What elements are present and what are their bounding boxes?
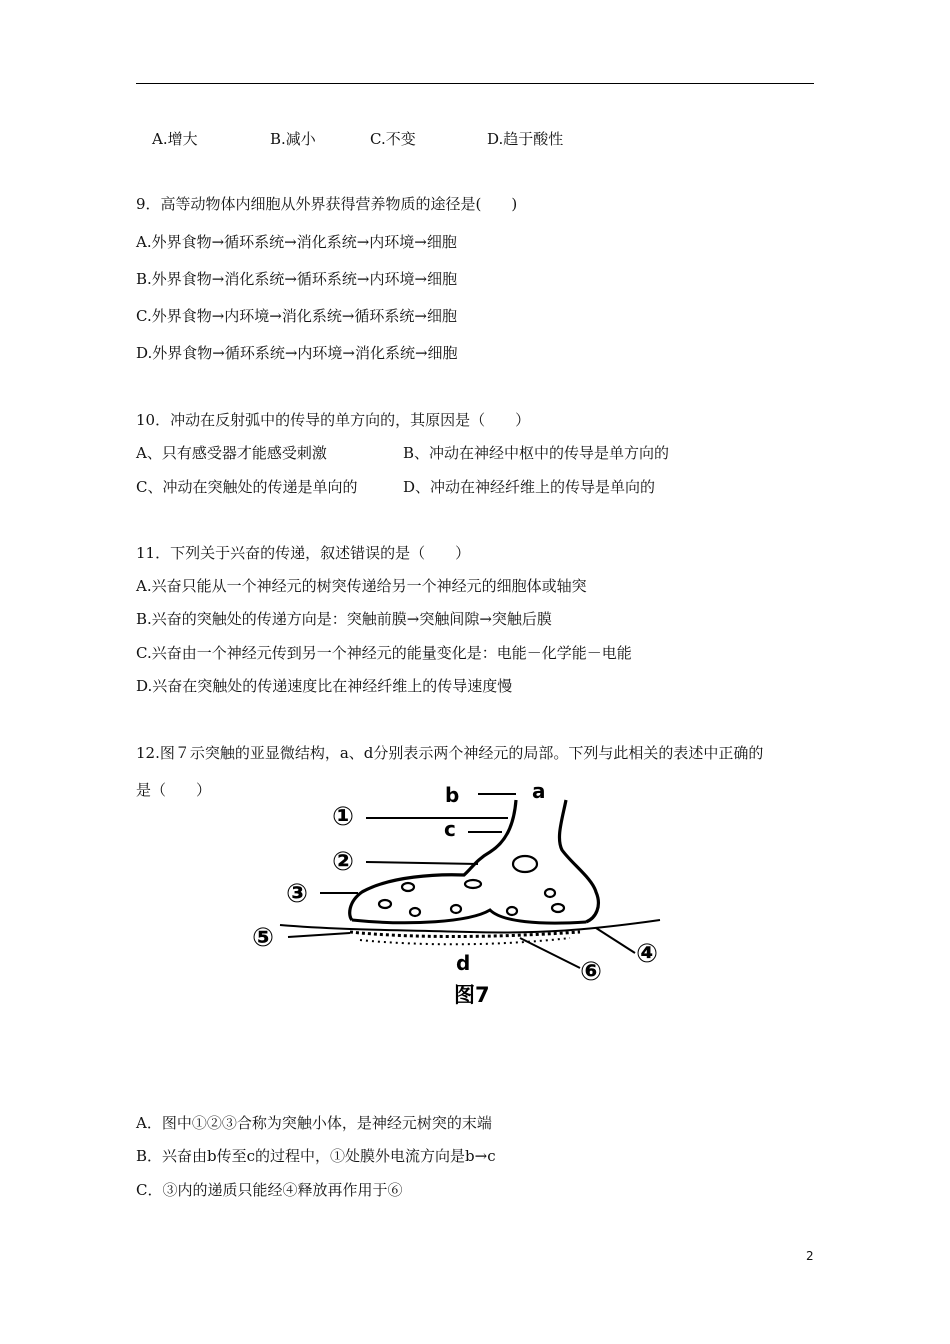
q8-option-a: A.增大 xyxy=(152,130,198,148)
page-number: 2 xyxy=(806,1249,814,1263)
q12-stem-line2: 是（ ） xyxy=(136,781,212,799)
q12-stem-line1: 12.图７示突触的亚显微结构，a、d分别表示两个神经元的局部。下列与此相关的表述中正确的 xyxy=(136,744,764,762)
label-a: a xyxy=(532,780,546,803)
q11-option-d: D.兴奋在突触处的传递速度比在神经纤维上的传导速度慢 xyxy=(136,677,513,695)
label-c: c xyxy=(444,817,456,841)
q11-option-c: C.兴奋由一个神经元传到另一个神经元的能量变化是：电能－化学能－电能 xyxy=(136,644,632,662)
q8-option-c: C.不变 xyxy=(370,130,416,148)
header-rule xyxy=(136,83,814,84)
postsynaptic-membrane xyxy=(280,920,660,933)
label-2: ② xyxy=(332,847,355,877)
synapse-figure xyxy=(240,780,680,1005)
label-3: ③ xyxy=(286,879,309,909)
q10-option-c: C、冲动在突触处的传递是单向的 xyxy=(136,478,358,496)
q8-option-b: B.减小 xyxy=(270,130,316,148)
label-6: ⑥ xyxy=(580,957,603,987)
terminal-bottom-membrane xyxy=(352,910,586,923)
label-b: b xyxy=(445,783,460,807)
q9-option-a: A.外界食物→循环系统→消化系统→内环境→细胞 xyxy=(136,233,457,251)
q10-option-b: B、冲动在神经中枢中的传导是单方向的 xyxy=(403,444,670,462)
label-5: ⑤ xyxy=(252,923,275,953)
q12-option-a: A．图中①②③合称为突触小体，是神经元树突的末端 xyxy=(136,1114,492,1132)
q9-option-c: C.外界食物→内环境→消化系统→循环系统→细胞 xyxy=(136,307,457,325)
label-1: ① xyxy=(332,802,355,832)
label-4: ④ xyxy=(636,939,659,969)
q9-option-d: D.外界食物→循环系统→内环境→消化系统→细胞 xyxy=(136,344,458,362)
q12-option-c: C．③内的递质只能经④释放再作用于⑥ xyxy=(136,1181,403,1199)
q11-option-a: A.兴奋只能从一个神经元的树突传递给另一个神经元的细胞体或轴突 xyxy=(136,577,587,595)
label-d: d xyxy=(456,951,471,975)
q8-option-d: D.趋于酸性 xyxy=(487,130,564,148)
q12-option-b: B．兴奋由b传至c的过程中，①处膜外电流方向是b→c xyxy=(136,1147,496,1165)
q10-option-a: A、只有感受器才能感受刺激 xyxy=(136,444,327,462)
q11-stem: 11．下列关于兴奋的传递，叙述错误的是（ ） xyxy=(136,544,471,562)
q10-stem: 10．冲动在反射弧中的传导的单方向的，其原因是（ ） xyxy=(136,411,531,429)
q10-option-d: D、冲动在神经纤维上的传导是单向的 xyxy=(403,478,656,496)
q9-stem: 9．高等动物体内细胞从外界获得营养物质的途径是( ) xyxy=(136,195,518,213)
figure-caption: 图7 xyxy=(454,983,490,1005)
q9-option-b: B.外界食物→消化系统→循环系统→内环境→细胞 xyxy=(136,270,458,288)
q11-option-b: B.兴奋的突触处的传递方向是：突触前膜→突触间隙→突触后膜 xyxy=(136,610,552,628)
synaptic-vesicles xyxy=(379,856,564,916)
